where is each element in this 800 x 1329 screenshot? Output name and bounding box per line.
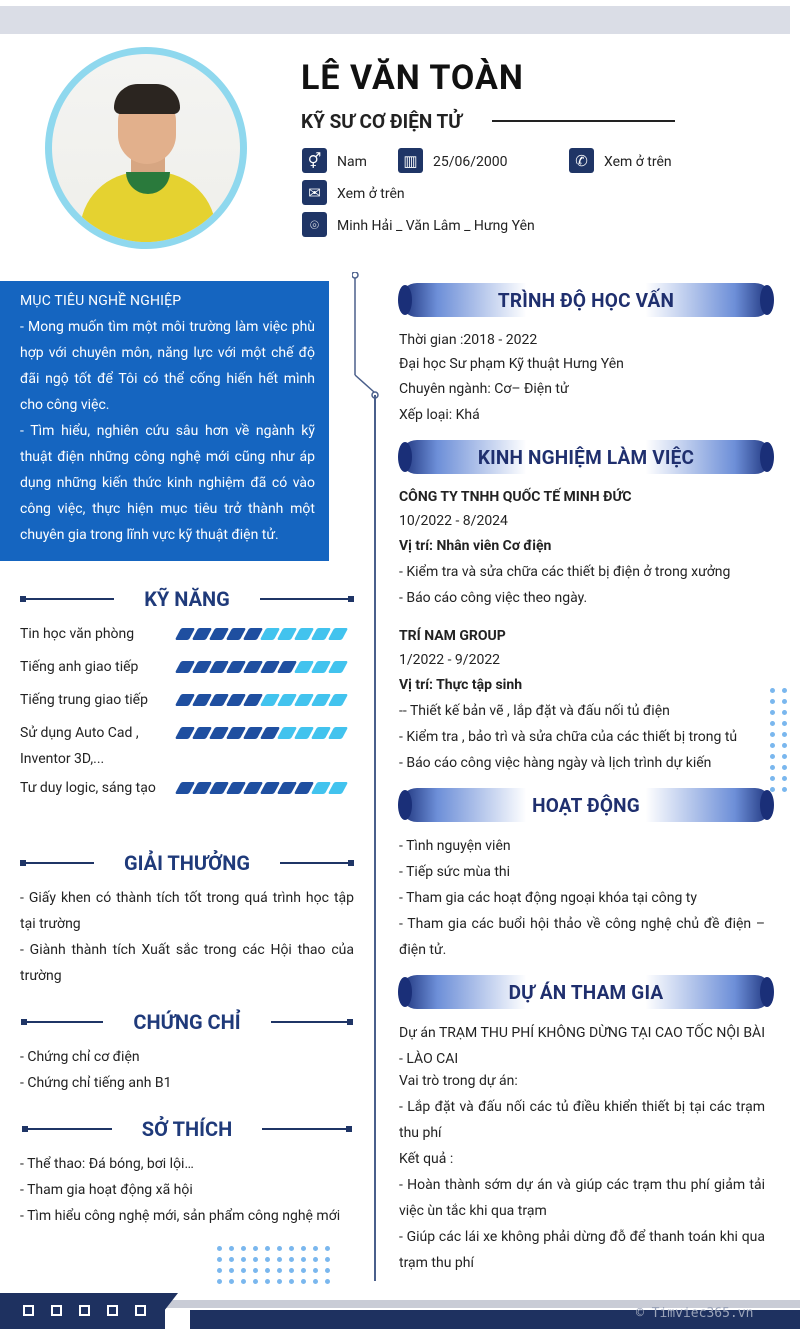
decor-dot	[241, 1279, 246, 1284]
job-title: KỸ SƯ CƠ ĐIỆN TỬ	[301, 110, 462, 133]
skill-bar-segment	[328, 727, 348, 739]
decor-dot	[301, 1268, 306, 1273]
decor-dot	[277, 1279, 282, 1284]
job-task: - Kiểm tra và sửa chữa các thiết bị điện ở trong xưởng	[399, 564, 731, 580]
decor-dot	[265, 1268, 270, 1273]
email-value: Xem ở trên	[337, 186, 405, 202]
decor-dot	[301, 1257, 306, 1262]
activities-ribbon	[400, 788, 772, 822]
job-task: - Báo cáo công việc theo ngày.	[399, 590, 588, 606]
decor-dot	[782, 743, 787, 748]
address-value: Minh Hải _ Văn Lâm _ Hưng Yên	[337, 218, 535, 234]
skill-label: Sử dụng Auto Cad , Inventor 3D,...	[20, 725, 139, 767]
awards-heading	[20, 850, 354, 876]
decor-dot	[313, 1268, 318, 1273]
decor-dot	[770, 721, 775, 726]
gender-value: Nam	[337, 154, 367, 170]
decor-dot	[782, 787, 787, 792]
experience-title: KINH NGHIỆM LÀM VIỆC	[477, 445, 695, 469]
decor-dot	[253, 1268, 258, 1273]
decor-dot	[241, 1246, 246, 1251]
hobby-item: - Tham gia hoạt động xã hội	[20, 1182, 193, 1198]
skill-bar	[178, 661, 345, 673]
decor-dot	[782, 699, 787, 704]
activity-item: - Tham gia các buổi hội thảo về công nghệ chủ đề điện – điện tử.	[399, 916, 765, 958]
hobby-item: - Tìm hiểu công nghệ mới, sản phẩm công nghệ mới	[20, 1208, 341, 1224]
decor-dot	[229, 1268, 234, 1273]
phone-icon: ✆	[569, 148, 594, 173]
decor-dot	[325, 1268, 330, 1273]
award-item: - Giành thành tích Xuất sắc trong các Hội thao của trường	[20, 942, 354, 984]
activity-item: - Tham gia các hoạt động ngoại khóa tại công ty	[399, 890, 697, 906]
project-result-label: Kết quả :	[399, 1151, 454, 1167]
decor-dot	[325, 1257, 330, 1262]
job-role: Vị trí: Thực tập sinh	[399, 677, 523, 693]
decor-dot	[301, 1279, 306, 1284]
skill-label: Tư duy logic, sáng tạo	[20, 780, 156, 796]
project-role: - Lắp đặt và đấu nối các tủ điều khiển thiết bị tại các trạm thu phí	[399, 1099, 765, 1141]
footer-square-icon	[107, 1305, 118, 1316]
skill-label: Tin học văn phòng	[20, 626, 135, 642]
decor-dot	[782, 710, 787, 715]
decor-dot	[313, 1257, 318, 1262]
decor-dot	[265, 1257, 270, 1262]
decor-dot	[770, 743, 775, 748]
education-line: Đại học Sư phạm Kỹ thuật Hưng Yên	[399, 356, 624, 372]
decor-dot	[241, 1268, 246, 1273]
education-title: TRÌNH ĐỘ HỌC VẤN	[497, 288, 675, 312]
timeline-line	[374, 395, 376, 1281]
skill-bar-segment	[328, 694, 348, 706]
job-task: - Kiểm tra , bảo trì và sửa chữa của các thiết bị trong tủ	[399, 729, 738, 745]
hobbies-title: SỞ THÍCH	[141, 1117, 233, 1141]
decor-dot	[265, 1246, 270, 1251]
project-result: - Hoàn thành sớm dự án và giúp các trạm thu phí giảm tải việc ùn tắc khi qua trạm	[399, 1177, 765, 1219]
decor-dot	[253, 1279, 258, 1284]
footer-square-icon	[79, 1305, 90, 1316]
footer-dark-tip	[150, 1293, 178, 1329]
projects-title: DỰ ÁN THAM GIA	[508, 980, 664, 1004]
decor-dots-left	[217, 1246, 330, 1284]
skill-bar-segment	[328, 661, 348, 673]
project-result: - Giúp các lái xe không phải dừng đỗ để thanh toán khi qua trạm thu phí	[399, 1229, 765, 1271]
skill-bar-segment	[328, 628, 348, 640]
education-line: Xếp loại: Khá	[399, 407, 480, 423]
candidate-name: LÊ VĂN TOÀN	[301, 58, 524, 98]
decor-dot	[770, 754, 775, 759]
gender-icon: ⚥	[302, 148, 327, 173]
skill-bar	[178, 628, 345, 640]
decor-dot	[253, 1246, 258, 1251]
skill-bar	[178, 782, 345, 794]
job-task: -- Thiết kế bản vẽ , lắp đặt và đấu nối tủ điện	[399, 703, 670, 719]
skills-heading	[20, 586, 354, 612]
skill-bar-segment	[328, 782, 348, 794]
skill-label: Tiếng trung giao tiếp	[20, 692, 148, 708]
decor-dot	[313, 1246, 318, 1251]
decor-dot	[325, 1246, 330, 1251]
decor-dot	[770, 787, 775, 792]
decor-dot	[770, 688, 775, 693]
timeline-connector	[352, 272, 382, 402]
objective-paragraph-2: - Tìm hiểu, nghiên cứu sâu hơn về ngành kỹ thuật điện những công nghệ mới cũng như áp dụng những kiến thức kinh nghiệm đã có vào công việc, thực hiện mục tiêu trở thành một chuyên gia trong lĩnh vực kỹ thuật điện tử.	[20, 423, 315, 543]
job-period: 1/2022 - 9/2022	[399, 652, 501, 668]
location-pin-icon: ⌾	[302, 212, 327, 237]
footer-square-icon	[135, 1305, 146, 1316]
project-role-label: Vai trò trong dự án:	[399, 1073, 518, 1089]
objective-paragraph-1: - Mong muốn tìm một môi trường làm việc phù hợp với chuyên môn, năng lực với một chế độ đãi ngộ tốt để Tôi có thể cống hiến hết mình cho công việc.	[20, 319, 315, 413]
footer-square-icon	[23, 1305, 34, 1316]
decor-dot	[770, 710, 775, 715]
awards-title: GIẢI THƯỞNG	[124, 851, 250, 875]
decor-dot	[277, 1257, 282, 1262]
certificates-title: CHỨNG CHỈ	[133, 1010, 241, 1034]
job-company: TRÍ NAM GROUP	[399, 628, 506, 644]
decor-dot	[217, 1257, 222, 1262]
title-divider	[492, 120, 675, 122]
education-line: Thời gian :2018 - 2022	[399, 332, 538, 348]
avatar-hair	[114, 84, 180, 114]
decor-dot	[289, 1257, 294, 1262]
birthday-value: 25/06/2000	[433, 154, 508, 170]
job-role: Vị trí: Nhân viên Cơ điện	[399, 538, 552, 554]
decor-dot	[289, 1268, 294, 1273]
decor-dot	[241, 1257, 246, 1262]
decor-dot	[277, 1268, 282, 1273]
decor-dot	[782, 754, 787, 759]
decor-dot	[782, 765, 787, 770]
decor-dot	[253, 1257, 258, 1262]
experience-ribbon	[400, 440, 772, 474]
objective-title: MỤC TIÊU NGHỀ NGHIỆP	[20, 293, 182, 309]
activity-item: - Tiếp sức mùa thi	[399, 864, 511, 880]
decor-dot	[782, 732, 787, 737]
phone-value: Xem ở trên	[604, 154, 672, 170]
footer-square-icon	[51, 1305, 62, 1316]
decor-dot	[770, 699, 775, 704]
activity-item: - Tình nguyện viên	[399, 838, 511, 854]
project-name: Dự án TRẠM THU PHÍ KHÔNG DỪNG TẠI CAO TỐC NỘI BÀI - LÀO CAI	[399, 1025, 765, 1067]
decor-dot	[229, 1257, 234, 1262]
skills-title: KỸ NĂNG	[144, 587, 230, 611]
decor-dot	[289, 1279, 294, 1284]
skill-bar	[178, 694, 345, 706]
certificate-item: - Chứng chỉ cơ điện	[20, 1049, 140, 1065]
watermark: © Timviec365.vn	[636, 1306, 754, 1321]
decor-dot	[782, 776, 787, 781]
decor-dots-right	[770, 688, 787, 792]
skill-label: Tiếng anh giao tiếp	[20, 659, 139, 675]
decor-dot	[289, 1246, 294, 1251]
decor-dot	[229, 1279, 234, 1284]
objective-box	[0, 281, 329, 561]
decor-dot	[217, 1268, 222, 1273]
decor-dot	[770, 732, 775, 737]
hobbies-heading	[20, 1116, 354, 1142]
decor-dot	[325, 1279, 330, 1284]
decor-dot	[217, 1246, 222, 1251]
decor-dot	[265, 1279, 270, 1284]
decor-dot	[313, 1279, 318, 1284]
job-period: 10/2022 - 8/2024	[399, 513, 508, 529]
decor-dot	[782, 688, 787, 693]
education-ribbon	[400, 283, 772, 317]
decor-dot	[301, 1246, 306, 1251]
decor-dot	[229, 1246, 234, 1251]
decor-dot	[217, 1279, 222, 1284]
hobby-item: - Thể thao: Đá bóng, bơi lội…	[20, 1156, 194, 1172]
birthday-cake-icon: ▥	[398, 148, 423, 173]
certificates-heading	[20, 1009, 354, 1035]
job-company: CÔNG TY TNHH QUỐC TẾ MINH ĐỨC	[399, 489, 632, 505]
top-bar	[0, 6, 790, 34]
activities-title: HOẠT ĐỘNG	[532, 793, 640, 817]
skill-bar	[178, 727, 345, 739]
education-line: Chuyên ngành: Cơ– Điện tử	[399, 381, 569, 397]
decor-dot	[782, 721, 787, 726]
decor-dot	[770, 776, 775, 781]
decor-dot	[770, 765, 775, 770]
job-task: - Báo cáo công việc hàng ngày và lịch trình dự kiến	[399, 755, 712, 771]
avatar	[52, 54, 240, 242]
mail-icon: ✉	[302, 180, 327, 205]
award-item: - Giấy khen có thành tích tốt trong quá trình học tập tại trường	[20, 890, 354, 932]
decor-dot	[277, 1246, 282, 1251]
certificate-item: - Chứng chỉ tiếng anh B1	[20, 1075, 172, 1091]
projects-ribbon	[400, 975, 772, 1009]
